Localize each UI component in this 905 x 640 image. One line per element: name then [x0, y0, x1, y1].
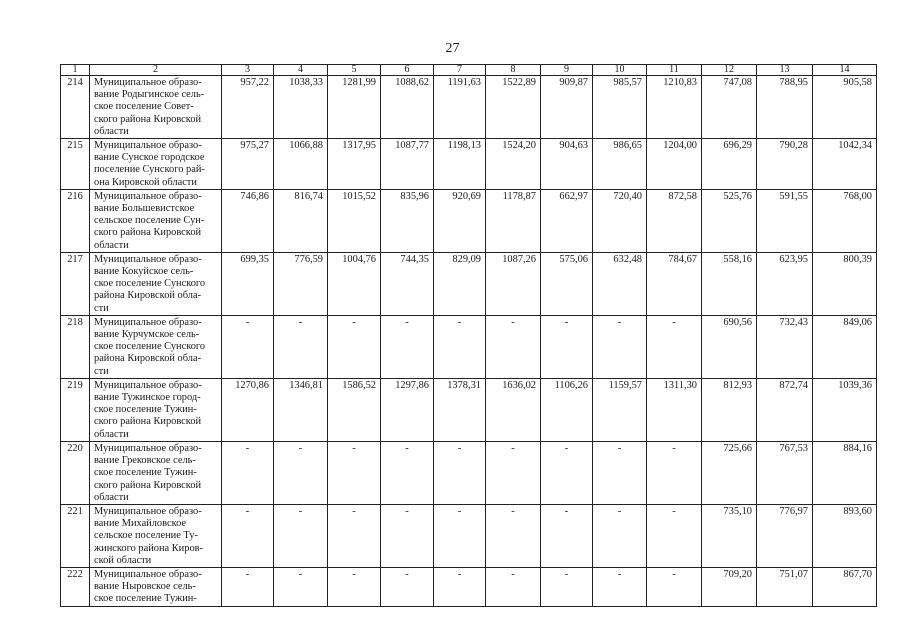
value-cell: 1004,76 [328, 252, 381, 315]
entity-name-line: области [94, 239, 129, 251]
value-cell: 986,65 [593, 139, 647, 190]
value-cell: 751,07 [757, 567, 813, 606]
value-cell: - [647, 441, 702, 504]
value-cell: 905,58 [813, 76, 877, 139]
entity-name-line: области [94, 428, 129, 440]
value-cell: - [434, 567, 486, 606]
value-cell: 776,59 [274, 252, 328, 315]
entity-name-cell [90, 567, 222, 606]
value-cell: - [647, 567, 702, 606]
value-cell: 1087,77 [381, 139, 434, 190]
value-cell: - [328, 567, 381, 606]
value-cell: - [486, 441, 541, 504]
value-cell: 558,16 [702, 252, 757, 315]
value-cell: 816,74 [274, 189, 328, 252]
value-cell: 1281,99 [328, 76, 381, 139]
value-cell: - [486, 567, 541, 606]
entity-name-line: области [94, 125, 129, 137]
entity-name-line: ское поселение Сунского [94, 278, 206, 290]
value-cell: 1042,34 [813, 139, 877, 190]
value-cell: 623,95 [757, 252, 813, 315]
value-cell: 1191,63 [434, 76, 486, 139]
value-cell: 985,57 [593, 76, 647, 139]
column-number-header: 12 [702, 65, 757, 76]
value-cell: - [434, 504, 486, 567]
value-cell: - [541, 504, 593, 567]
entity-name-line: района Кировской обла- [94, 353, 202, 365]
value-cell: - [434, 441, 486, 504]
value-cell: 1015,52 [328, 189, 381, 252]
value-cell: - [647, 504, 702, 567]
entity-name-line: сти [94, 302, 109, 314]
value-cell: - [381, 315, 434, 378]
row-number-cell: 220 [61, 441, 90, 504]
value-cell: - [274, 441, 328, 504]
value-cell: - [647, 315, 702, 378]
entity-name-cell [90, 441, 222, 504]
entity-name-cell [90, 252, 222, 315]
column-number-header: 2 [90, 65, 222, 76]
entity-name-line: жинского района Киров- [94, 542, 204, 554]
value-cell: 696,29 [702, 139, 757, 190]
entity-name-line: ское поселение Сунского [94, 341, 206, 353]
entity-name-line: района Кировской обла- [94, 290, 202, 302]
value-cell: 709,20 [702, 567, 757, 606]
value-cell: 1088,62 [381, 76, 434, 139]
value-cell: 776,97 [757, 504, 813, 567]
entity-name-line: вание Сунское городское [94, 152, 205, 164]
value-cell: - [541, 315, 593, 378]
value-cell: 1159,57 [593, 378, 647, 441]
entity-name-line: ского района Кировской [94, 416, 202, 428]
value-cell: 1087,26 [486, 252, 541, 315]
entity-name-line: вание Ныровское сель- [94, 581, 196, 593]
entity-name-line: Муниципальное образо- [94, 253, 202, 265]
entity-name-line: вание Кокуйское сель- [94, 266, 194, 278]
value-cell: 690,56 [702, 315, 757, 378]
table-row [61, 315, 877, 378]
value-cell: - [328, 315, 381, 378]
value-cell: 768,00 [813, 189, 877, 252]
entity-name-line: вание Михайловское [94, 518, 187, 530]
column-number-header: 8 [486, 65, 541, 76]
value-cell: 735,10 [702, 504, 757, 567]
value-cell: - [328, 504, 381, 567]
value-cell: - [486, 504, 541, 567]
entity-name-line: ское поселение Совет- [94, 101, 194, 113]
value-cell: 746,86 [222, 189, 274, 252]
table-row [61, 504, 877, 567]
entity-name-line: вание Тужинское город- [94, 392, 201, 404]
value-cell: 632,48 [593, 252, 647, 315]
column-number-header: 3 [222, 65, 274, 76]
column-number-header: 13 [757, 65, 813, 76]
entity-name-line: поселение Сунского рай- [94, 164, 205, 176]
entity-name-cell [90, 139, 222, 190]
entity-name-cell [90, 189, 222, 252]
value-cell: 835,96 [381, 189, 434, 252]
table-row [61, 378, 877, 441]
column-number-header: 11 [647, 65, 702, 76]
value-cell: - [274, 504, 328, 567]
value-cell: - [274, 567, 328, 606]
value-cell: 744,35 [381, 252, 434, 315]
value-cell: 920,69 [434, 189, 486, 252]
value-cell: 784,67 [647, 252, 702, 315]
value-cell: 1636,02 [486, 378, 541, 441]
entity-name-line: ского района Кировской [94, 113, 202, 125]
column-number-header: 4 [274, 65, 328, 76]
value-cell: 957,22 [222, 76, 274, 139]
table-row [61, 252, 877, 315]
table-row [61, 441, 877, 504]
value-cell: 800,39 [813, 252, 877, 315]
value-cell: 747,08 [702, 76, 757, 139]
value-cell: 732,43 [757, 315, 813, 378]
row-number-cell: 216 [61, 189, 90, 252]
column-number-header: 5 [328, 65, 381, 76]
entity-name-line: сти [94, 365, 109, 377]
value-cell: 575,06 [541, 252, 593, 315]
row-number-cell: 221 [61, 504, 90, 567]
value-cell: 872,58 [647, 189, 702, 252]
column-number-header: 1 [61, 65, 90, 76]
value-cell: 909,87 [541, 76, 593, 139]
entity-name-line: ское поселение Тужин- [94, 404, 197, 416]
entity-name-line: вание Большевистское [94, 203, 195, 215]
entity-name-cell [90, 378, 222, 441]
entity-name-line: ское поселение Тужин- [94, 593, 197, 605]
entity-name-line: ского района Кировской [94, 479, 202, 491]
entity-name-cell [90, 504, 222, 567]
value-cell: - [541, 441, 593, 504]
row-number-cell: 219 [61, 378, 90, 441]
value-cell: 975,27 [222, 139, 274, 190]
value-cell: 1198,13 [434, 139, 486, 190]
column-number-header: 6 [381, 65, 434, 76]
value-cell: - [593, 567, 647, 606]
entity-name-cell [90, 315, 222, 378]
entity-name-line: вание Курчумское сель- [94, 329, 200, 341]
value-cell: - [222, 504, 274, 567]
value-cell: 1270,86 [222, 378, 274, 441]
value-cell: 1524,20 [486, 139, 541, 190]
value-cell: 1204,00 [647, 139, 702, 190]
value-cell: - [274, 315, 328, 378]
value-cell: 1039,36 [813, 378, 877, 441]
value-cell: 893,60 [813, 504, 877, 567]
entity-name-line: Муниципальное образо- [94, 379, 202, 391]
value-cell: 591,55 [757, 189, 813, 252]
column-number-header: 10 [593, 65, 647, 76]
value-cell: - [381, 567, 434, 606]
value-cell: - [222, 567, 274, 606]
value-cell: 767,53 [757, 441, 813, 504]
entity-name-line: ской области [94, 554, 152, 566]
row-number-cell: 214 [61, 76, 90, 139]
column-number-header-row [61, 65, 877, 76]
entity-name-line: вание Родыгинское сель- [94, 89, 205, 101]
entity-name-line: Муниципальное образо- [94, 316, 202, 328]
value-cell: - [222, 441, 274, 504]
entity-name-line: Муниципальное образо- [94, 140, 202, 152]
entity-name-line: вание Грековское сель- [94, 455, 196, 467]
value-cell: 1210,83 [647, 76, 702, 139]
entity-name-line: области [94, 491, 129, 503]
value-cell: 788,95 [757, 76, 813, 139]
value-cell: 872,74 [757, 378, 813, 441]
entity-name-cell [90, 76, 222, 139]
value-cell: - [381, 441, 434, 504]
table-row [61, 76, 877, 139]
value-cell: 725,66 [702, 441, 757, 504]
value-cell: 1038,33 [274, 76, 328, 139]
value-cell: 699,35 [222, 252, 274, 315]
value-cell: 1522,89 [486, 76, 541, 139]
value-cell: - [486, 315, 541, 378]
entity-name-line: Муниципальное образо- [94, 190, 202, 202]
page-number: 27 [445, 41, 460, 56]
value-cell: 829,09 [434, 252, 486, 315]
row-number-cell: 217 [61, 252, 90, 315]
value-cell: - [222, 315, 274, 378]
entity-name-line: ское поселение Тужин- [94, 467, 197, 479]
column-number-header: 14 [813, 65, 877, 76]
value-cell: 884,16 [813, 441, 877, 504]
value-cell: 1586,52 [328, 378, 381, 441]
value-cell: - [381, 504, 434, 567]
table-body [61, 65, 877, 607]
value-cell: 662,97 [541, 189, 593, 252]
column-number-header: 7 [434, 65, 486, 76]
value-cell: - [328, 441, 381, 504]
value-cell: 904,63 [541, 139, 593, 190]
value-cell: 812,93 [702, 378, 757, 441]
value-cell: - [593, 441, 647, 504]
value-cell: 849,06 [813, 315, 877, 378]
value-cell: 1311,30 [647, 378, 702, 441]
column-number-header: 9 [541, 65, 593, 76]
table-row [61, 139, 877, 190]
table-row [61, 189, 877, 252]
entity-name-line: Муниципальное образо- [94, 77, 202, 88]
entity-name-line: сельское поселение Ту- [94, 530, 198, 542]
value-cell: 1178,87 [486, 189, 541, 252]
entity-name-line: Муниципальное образо- [94, 505, 202, 517]
entity-name-line: Муниципальное образо- [94, 568, 202, 580]
row-number-cell: 215 [61, 139, 90, 190]
value-cell: 1317,95 [328, 139, 381, 190]
entity-name-line: сельское поселение Сун- [94, 215, 205, 227]
value-cell: 525,76 [702, 189, 757, 252]
value-cell: - [593, 315, 647, 378]
value-cell: - [541, 567, 593, 606]
entity-name-line: она Кировской области [94, 176, 197, 188]
value-cell: - [593, 504, 647, 567]
value-cell: 1106,26 [541, 378, 593, 441]
entity-name-line: ского района Кировской [94, 227, 202, 239]
row-number-cell: 222 [61, 567, 90, 606]
value-cell: - [434, 315, 486, 378]
value-cell: 1378,31 [434, 378, 486, 441]
table-row [61, 567, 877, 606]
value-cell: 720,40 [593, 189, 647, 252]
value-cell: 1346,81 [274, 378, 328, 441]
value-cell: 1066,88 [274, 139, 328, 190]
data-table [60, 64, 877, 607]
row-number-cell: 218 [61, 315, 90, 378]
value-cell: 1297,86 [381, 378, 434, 441]
entity-name-line: Муниципальное образо- [94, 442, 202, 454]
value-cell: 867,70 [813, 567, 877, 606]
value-cell: 790,28 [757, 139, 813, 190]
